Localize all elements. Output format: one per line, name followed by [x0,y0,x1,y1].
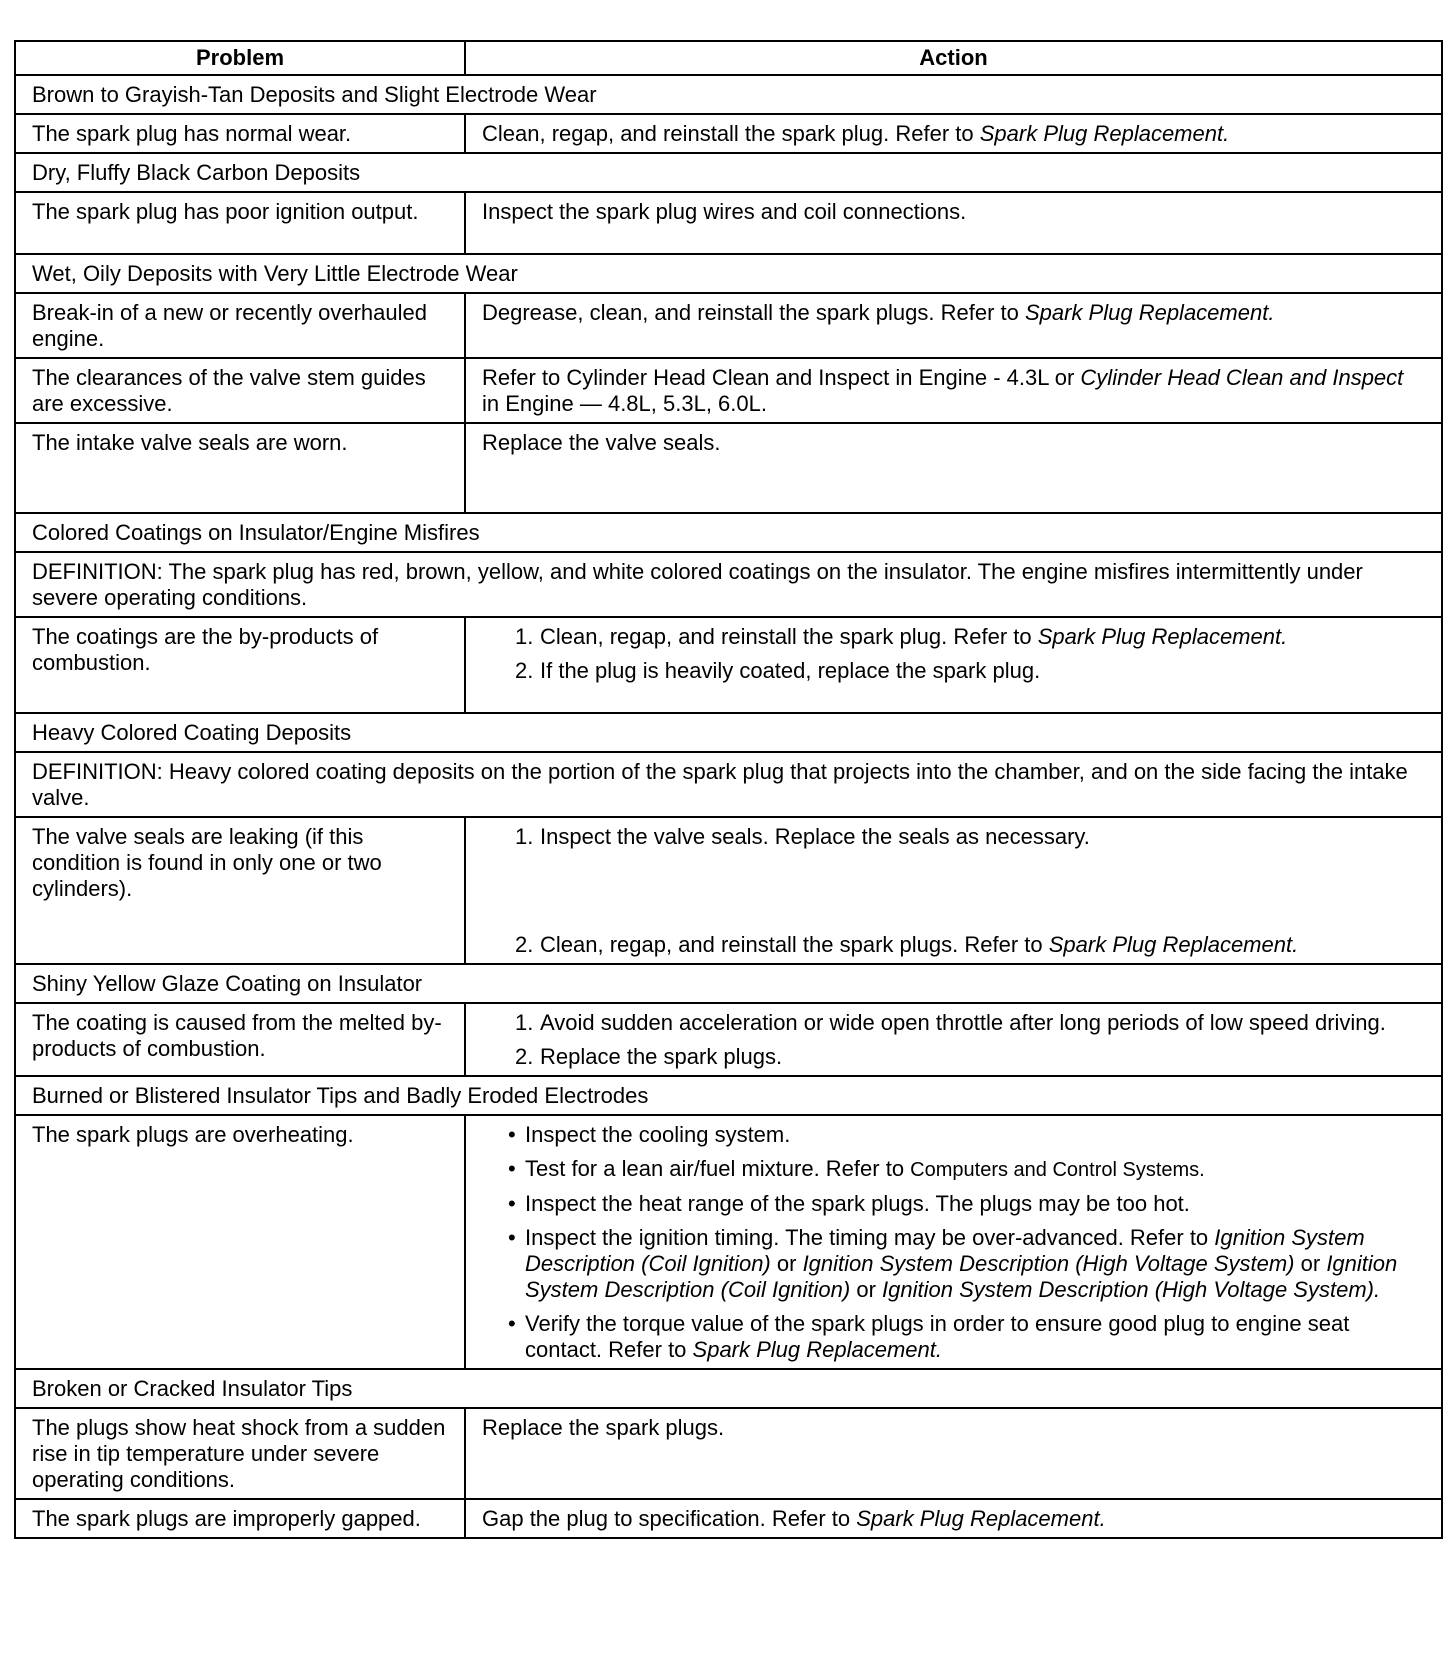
action-cell: Clean, regap, and reinstall the spark plug. Refer to Spark Plug Replacement. [465,114,1442,153]
table-row [15,1003,1442,1076]
action-cell [465,1003,1442,1076]
table-row [15,293,1442,358]
section-row [15,513,1442,552]
section-title: Shiny Yellow Glaze Coating on Insulator [15,964,1442,1003]
table-row [15,617,1442,713]
table-row [15,1115,1442,1369]
step-list [482,624,1425,684]
action-cell [465,817,1442,964]
list-item: 1. Avoid sudden acceleration or wide open throttle after long periods of low speed driving. [515,1010,1386,1035]
table-row [15,817,1442,964]
list-item: • Test for a lean air/fuel mixture. Refer to Computers and Control Systems. [508,1156,1205,1181]
table-row [15,192,1442,254]
definition-row [15,752,1442,817]
action-cell: Inspect the spark plug wires and coil connections. [465,192,1442,254]
header-action: Action [465,41,1442,75]
problem-cell: The coatings are the by-products of combustion. [15,617,465,713]
problem-cell: The intake valve seals are worn. [15,423,465,513]
list-item: • Inspect the cooling system. [508,1122,791,1147]
action-cell: Refer to Cylinder Head Clean and Inspect in Engine - 4.3L or Cylinder Head Clean and Inspect in Engine — 4.8L, 5.3L, 6.0L. [465,358,1442,423]
section-row [15,254,1442,293]
list-item: 1. Clean, regap, and reinstall the spark plug. Refer to Spark Plug Replacement. [515,624,1288,649]
table-row [15,358,1442,423]
problem-cell: Break-in of a new or recently overhauled engine. [15,293,465,358]
action-cell: Replace the spark plugs. [465,1408,1442,1499]
table-row [15,1499,1442,1538]
definition-text: DEFINITION: The spark plug has red, brown, yellow, and white colored coatings on the insulator. The engine misfires intermittently under severe operating conditions. [15,552,1442,617]
table-row [15,114,1442,153]
list-item: 1. Inspect the valve seals. Replace the seals as necessary. [515,824,1090,849]
section-row [15,1076,1442,1115]
action-cell: Degrease, clean, and reinstall the spark plugs. Refer to Spark Plug Replacement. [465,293,1442,358]
list-item: 2. Clean, regap, and reinstall the spark plugs. Refer to Spark Plug Replacement. [515,932,1299,957]
table-row [15,423,1442,513]
section-title: Broken or Cracked Insulator Tips [15,1369,1442,1408]
section-title: Wet, Oily Deposits with Very Little Electrode Wear [15,254,1442,293]
action-cell [465,617,1442,713]
problem-cell: The spark plugs are overheating. [15,1115,465,1369]
problem-cell: The spark plug has normal wear. [15,114,465,153]
list-item: • Inspect the heat range of the spark plugs. The plugs may be too hot. [508,1191,1190,1216]
problem-cell: The spark plug has poor ignition output. [15,192,465,254]
problem-cell: The clearances of the valve stem guides are excessive. [15,358,465,423]
list-item: 2. If the plug is heavily coated, replace the spark plug. [515,658,1041,683]
section-title: Colored Coatings on Insulator/Engine Misfires [15,513,1442,552]
list-item: 2. Replace the spark plugs. [515,1044,783,1069]
problem-cell: The coating is caused from the melted by-products of combustion. [15,1003,465,1076]
section-row [15,1369,1442,1408]
action-cell: Replace the valve seals. [465,423,1442,513]
problem-cell: The plugs show heat shock from a sudden rise in tip temperature under severe operating conditions. [15,1408,465,1499]
header-row [15,41,1442,75]
step-list [482,824,1425,958]
section-row [15,713,1442,752]
bullet-list [482,1122,1425,1363]
section-row [15,153,1442,192]
step-list [482,1010,1425,1070]
list-item: • Inspect the ignition timing. The timing may be over-advanced. Refer to Ignition System Description (Coil Ignition) or Ignition System Description (High Voltage System) or Ignition System Description (Coil Ignition) or Ignition System Description (High Voltage System). [508,1225,1398,1302]
definition-text: DEFINITION: Heavy colored coating deposits on the portion of the spark plug that projects into the chamber, and on the side facing the intake valve. [15,752,1442,817]
diagnosis-table [14,40,1443,1539]
problem-cell: The valve seals are leaking (if this condition is found in only one or two cylinders). [15,817,465,964]
section-title: Heavy Colored Coating Deposits [15,713,1442,752]
list-item: • Verify the torque value of the spark plugs in order to ensure good plug to engine seat contact. Refer to Spark Plug Replacement. [508,1311,1350,1362]
definition-row [15,552,1442,617]
problem-cell: The spark plugs are improperly gapped. [15,1499,465,1538]
section-title: Burned or Blistered Insulator Tips and Badly Eroded Electrodes [15,1076,1442,1115]
action-cell: Gap the plug to specification. Refer to Spark Plug Replacement. [465,1499,1442,1538]
action-cell [465,1115,1442,1369]
section-title: Brown to Grayish-Tan Deposits and Slight Electrode Wear [15,75,1442,114]
section-title: Dry, Fluffy Black Carbon Deposits [15,153,1442,192]
header-problem: Problem [15,41,465,75]
section-row [15,964,1442,1003]
table-row [15,1408,1442,1499]
section-row [15,75,1442,114]
